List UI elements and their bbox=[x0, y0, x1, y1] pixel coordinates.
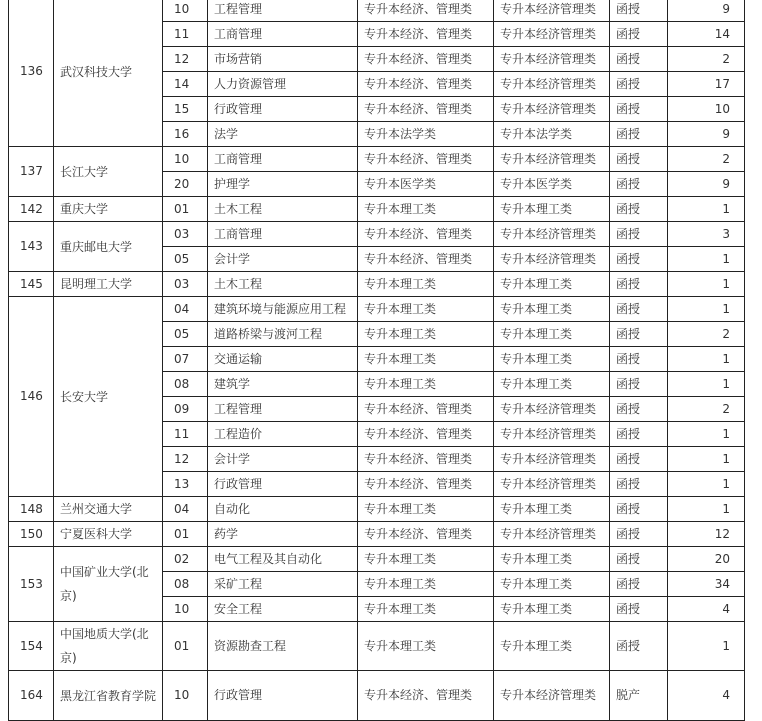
study-mode-cell: 函授 bbox=[610, 547, 668, 572]
exam-subject-cell: 专升本理工类 bbox=[494, 622, 610, 671]
code-cell: 01 bbox=[163, 197, 208, 222]
school-number-cell: 148 bbox=[9, 497, 54, 522]
category-cell: 专升本理工类 bbox=[358, 572, 494, 597]
category-cell: 专升本理工类 bbox=[358, 497, 494, 522]
study-mode-cell: 函授 bbox=[610, 372, 668, 397]
category-cell: 专升本经济、管理类 bbox=[358, 0, 494, 22]
study-mode-cell: 脱产 bbox=[610, 671, 668, 721]
major-cell: 工商管理 bbox=[208, 147, 358, 172]
school-name-cell: 昆明理工大学 bbox=[54, 272, 163, 297]
school-number-cell: 164 bbox=[9, 671, 54, 721]
category-cell: 专升本医学类 bbox=[358, 172, 494, 197]
exam-subject-cell: 专升本经济管理类 bbox=[494, 247, 610, 272]
category-cell: 专升本理工类 bbox=[358, 372, 494, 397]
category-cell: 专升本经济、管理类 bbox=[358, 671, 494, 721]
code-cell: 10 bbox=[163, 597, 208, 622]
quota-count-cell: 1 bbox=[668, 372, 745, 397]
quota-count-cell: 12 bbox=[668, 522, 745, 547]
major-cell: 建筑环境与能源应用工程 bbox=[208, 297, 358, 322]
code-cell: 03 bbox=[163, 272, 208, 297]
major-cell: 药学 bbox=[208, 522, 358, 547]
category-cell: 专升本经济、管理类 bbox=[358, 147, 494, 172]
quota-count-cell: 2 bbox=[668, 147, 745, 172]
study-mode-cell: 函授 bbox=[610, 0, 668, 22]
study-mode-cell: 函授 bbox=[610, 272, 668, 297]
quota-count-cell: 2 bbox=[668, 322, 745, 347]
code-cell: 10 bbox=[163, 671, 208, 721]
quota-count-cell: 2 bbox=[668, 47, 745, 72]
category-cell: 专升本理工类 bbox=[358, 197, 494, 222]
study-mode-cell: 函授 bbox=[610, 197, 668, 222]
major-cell: 护理学 bbox=[208, 172, 358, 197]
exam-subject-cell: 专升本经济管理类 bbox=[494, 671, 610, 721]
code-cell: 14 bbox=[163, 72, 208, 97]
study-mode-cell: 函授 bbox=[610, 222, 668, 247]
category-cell: 专升本经济、管理类 bbox=[358, 47, 494, 72]
code-cell: 03 bbox=[163, 222, 208, 247]
table-row bbox=[9, 197, 745, 222]
category-cell: 专升本经济、管理类 bbox=[358, 97, 494, 122]
major-cell: 安全工程 bbox=[208, 597, 358, 622]
school-number-cell: 153 bbox=[9, 547, 54, 622]
study-mode-cell: 函授 bbox=[610, 97, 668, 122]
exam-subject-cell: 专升本经济管理类 bbox=[494, 472, 610, 497]
study-mode-cell: 函授 bbox=[610, 72, 668, 97]
major-cell: 土木工程 bbox=[208, 197, 358, 222]
category-cell: 专升本经济、管理类 bbox=[358, 22, 494, 47]
table-row bbox=[9, 297, 745, 322]
code-cell: 07 bbox=[163, 347, 208, 372]
exam-subject-cell: 专升本经济管理类 bbox=[494, 397, 610, 422]
school-name-cell: 长江大学 bbox=[54, 147, 163, 197]
school-name-cell: 中国矿业大学(北京) bbox=[54, 547, 163, 622]
code-cell: 04 bbox=[163, 297, 208, 322]
category-cell: 专升本理工类 bbox=[358, 622, 494, 671]
study-mode-cell: 函授 bbox=[610, 347, 668, 372]
study-mode-cell: 函授 bbox=[610, 122, 668, 147]
exam-subject-cell: 专升本经济管理类 bbox=[494, 47, 610, 72]
school-number-cell: 154 bbox=[9, 622, 54, 671]
table-row bbox=[9, 272, 745, 297]
code-cell: 20 bbox=[163, 172, 208, 197]
major-cell: 自动化 bbox=[208, 497, 358, 522]
major-cell: 行政管理 bbox=[208, 472, 358, 497]
quota-count-cell: 1 bbox=[668, 447, 745, 472]
school-number-cell: 142 bbox=[9, 197, 54, 222]
quota-count-cell: 1 bbox=[668, 197, 745, 222]
exam-subject-cell: 专升本经济管理类 bbox=[494, 97, 610, 122]
quota-count-cell: 1 bbox=[668, 347, 745, 372]
exam-subject-cell: 专升本经济管理类 bbox=[494, 522, 610, 547]
category-cell: 专升本法学类 bbox=[358, 122, 494, 147]
quota-count-cell: 34 bbox=[668, 572, 745, 597]
school-name-cell: 宁夏医科大学 bbox=[54, 522, 163, 547]
major-cell: 工商管理 bbox=[208, 222, 358, 247]
quota-count-cell: 17 bbox=[668, 72, 745, 97]
code-cell: 10 bbox=[163, 0, 208, 22]
category-cell: 专升本经济、管理类 bbox=[358, 522, 494, 547]
quota-count-cell: 1 bbox=[668, 422, 745, 447]
code-cell: 02 bbox=[163, 547, 208, 572]
exam-subject-cell: 专升本经济管理类 bbox=[494, 147, 610, 172]
major-cell: 道路桥梁与渡河工程 bbox=[208, 322, 358, 347]
major-cell: 采矿工程 bbox=[208, 572, 358, 597]
major-cell: 建筑学 bbox=[208, 372, 358, 397]
quota-count-cell: 1 bbox=[668, 472, 745, 497]
code-cell: 05 bbox=[163, 322, 208, 347]
major-cell: 会计学 bbox=[208, 247, 358, 272]
quota-count-cell: 1 bbox=[668, 297, 745, 322]
category-cell: 专升本经济、管理类 bbox=[358, 247, 494, 272]
school-name-cell: 重庆大学 bbox=[54, 197, 163, 222]
major-cell: 交通运输 bbox=[208, 347, 358, 372]
school-name-cell: 重庆邮电大学 bbox=[54, 222, 163, 272]
table-row bbox=[9, 622, 745, 671]
exam-subject-cell: 专升本经济管理类 bbox=[494, 447, 610, 472]
school-name-cell: 中国地质大学(北京) bbox=[54, 622, 163, 671]
quota-count-cell: 9 bbox=[668, 122, 745, 147]
code-cell: 08 bbox=[163, 572, 208, 597]
study-mode-cell: 函授 bbox=[610, 22, 668, 47]
quota-count-cell: 1 bbox=[668, 497, 745, 522]
category-cell: 专升本经济、管理类 bbox=[358, 422, 494, 447]
study-mode-cell: 函授 bbox=[610, 422, 668, 447]
major-cell: 资源勘查工程 bbox=[208, 622, 358, 671]
school-name-cell: 黑龙江省教育学院 bbox=[54, 671, 163, 721]
study-mode-cell: 函授 bbox=[610, 447, 668, 472]
table-row bbox=[9, 497, 745, 522]
quota-count-cell: 20 bbox=[668, 547, 745, 572]
code-cell: 13 bbox=[163, 472, 208, 497]
enrollment-table bbox=[8, 0, 745, 721]
code-cell: 11 bbox=[163, 422, 208, 447]
school-number-cell: 146 bbox=[9, 297, 54, 497]
quota-count-cell: 10 bbox=[668, 97, 745, 122]
study-mode-cell: 函授 bbox=[610, 522, 668, 547]
exam-subject-cell: 专升本理工类 bbox=[494, 372, 610, 397]
table-row bbox=[9, 222, 745, 247]
major-cell: 土木工程 bbox=[208, 272, 358, 297]
quota-count-cell: 1 bbox=[668, 247, 745, 272]
table-row bbox=[9, 147, 745, 172]
school-number-cell: 145 bbox=[9, 272, 54, 297]
exam-subject-cell: 专升本理工类 bbox=[494, 272, 610, 297]
school-number-cell: 137 bbox=[9, 147, 54, 197]
exam-subject-cell: 专升本理工类 bbox=[494, 322, 610, 347]
category-cell: 专升本经济、管理类 bbox=[358, 397, 494, 422]
school-name-cell: 长安大学 bbox=[54, 297, 163, 497]
code-cell: 16 bbox=[163, 122, 208, 147]
category-cell: 专升本理工类 bbox=[358, 547, 494, 572]
code-cell: 10 bbox=[163, 147, 208, 172]
code-cell: 15 bbox=[163, 97, 208, 122]
table-row bbox=[9, 547, 745, 572]
exam-subject-cell: 专升本法学类 bbox=[494, 122, 610, 147]
quota-count-cell: 1 bbox=[668, 272, 745, 297]
code-cell: 12 bbox=[163, 447, 208, 472]
code-cell: 01 bbox=[163, 622, 208, 671]
code-cell: 08 bbox=[163, 372, 208, 397]
major-cell: 行政管理 bbox=[208, 671, 358, 721]
study-mode-cell: 函授 bbox=[610, 472, 668, 497]
quota-count-cell: 3 bbox=[668, 222, 745, 247]
exam-subject-cell: 专升本经济管理类 bbox=[494, 422, 610, 447]
study-mode-cell: 函授 bbox=[610, 297, 668, 322]
code-cell: 04 bbox=[163, 497, 208, 522]
exam-subject-cell: 专升本理工类 bbox=[494, 297, 610, 322]
major-cell: 工程管理 bbox=[208, 0, 358, 22]
exam-subject-cell: 专升本理工类 bbox=[494, 347, 610, 372]
category-cell: 专升本理工类 bbox=[358, 322, 494, 347]
quota-count-cell: 4 bbox=[668, 671, 745, 721]
exam-subject-cell: 专升本理工类 bbox=[494, 547, 610, 572]
exam-subject-cell: 专升本经济管理类 bbox=[494, 72, 610, 97]
major-cell: 法学 bbox=[208, 122, 358, 147]
study-mode-cell: 函授 bbox=[610, 622, 668, 671]
code-cell: 12 bbox=[163, 47, 208, 72]
exam-subject-cell: 专升本经济管理类 bbox=[494, 222, 610, 247]
major-cell: 工商管理 bbox=[208, 22, 358, 47]
code-cell: 11 bbox=[163, 22, 208, 47]
code-cell: 01 bbox=[163, 522, 208, 547]
exam-subject-cell: 专升本经济管理类 bbox=[494, 22, 610, 47]
quota-count-cell: 2 bbox=[668, 397, 745, 422]
school-name-cell: 兰州交通大学 bbox=[54, 497, 163, 522]
exam-subject-cell: 专升本理工类 bbox=[494, 197, 610, 222]
major-cell: 工程管理 bbox=[208, 397, 358, 422]
quota-count-cell: 4 bbox=[668, 597, 745, 622]
category-cell: 专升本理工类 bbox=[358, 297, 494, 322]
code-cell: 05 bbox=[163, 247, 208, 272]
table-row bbox=[9, 0, 745, 22]
study-mode-cell: 函授 bbox=[610, 497, 668, 522]
exam-subject-cell: 专升本理工类 bbox=[494, 497, 610, 522]
code-cell: 09 bbox=[163, 397, 208, 422]
table-row bbox=[9, 522, 745, 547]
study-mode-cell: 函授 bbox=[610, 147, 668, 172]
study-mode-cell: 函授 bbox=[610, 572, 668, 597]
exam-subject-cell: 专升本医学类 bbox=[494, 172, 610, 197]
major-cell: 电气工程及其自动化 bbox=[208, 547, 358, 572]
study-mode-cell: 函授 bbox=[610, 322, 668, 347]
table-row bbox=[9, 671, 745, 721]
quota-count-cell: 9 bbox=[668, 172, 745, 197]
major-cell: 行政管理 bbox=[208, 97, 358, 122]
exam-subject-cell: 专升本经济管理类 bbox=[494, 0, 610, 22]
school-number-cell: 150 bbox=[9, 522, 54, 547]
quota-count-cell: 1 bbox=[668, 622, 745, 671]
school-number-cell: 143 bbox=[9, 222, 54, 272]
school-name-cell: 武汉科技大学 bbox=[54, 0, 163, 147]
study-mode-cell: 函授 bbox=[610, 47, 668, 72]
category-cell: 专升本理工类 bbox=[358, 272, 494, 297]
category-cell: 专升本经济、管理类 bbox=[358, 222, 494, 247]
category-cell: 专升本经济、管理类 bbox=[358, 472, 494, 497]
study-mode-cell: 函授 bbox=[610, 172, 668, 197]
study-mode-cell: 函授 bbox=[610, 397, 668, 422]
school-number-cell: 136 bbox=[9, 0, 54, 147]
category-cell: 专升本经济、管理类 bbox=[358, 72, 494, 97]
category-cell: 专升本理工类 bbox=[358, 597, 494, 622]
exam-subject-cell: 专升本理工类 bbox=[494, 597, 610, 622]
study-mode-cell: 函授 bbox=[610, 247, 668, 272]
exam-subject-cell: 专升本理工类 bbox=[494, 572, 610, 597]
study-mode-cell: 函授 bbox=[610, 597, 668, 622]
quota-count-cell: 14 bbox=[668, 22, 745, 47]
table-body bbox=[9, 0, 745, 721]
quota-count-cell: 9 bbox=[668, 0, 745, 22]
major-cell: 人力资源管理 bbox=[208, 72, 358, 97]
major-cell: 工程造价 bbox=[208, 422, 358, 447]
category-cell: 专升本理工类 bbox=[358, 347, 494, 372]
major-cell: 市场营销 bbox=[208, 47, 358, 72]
major-cell: 会计学 bbox=[208, 447, 358, 472]
category-cell: 专升本经济、管理类 bbox=[358, 447, 494, 472]
